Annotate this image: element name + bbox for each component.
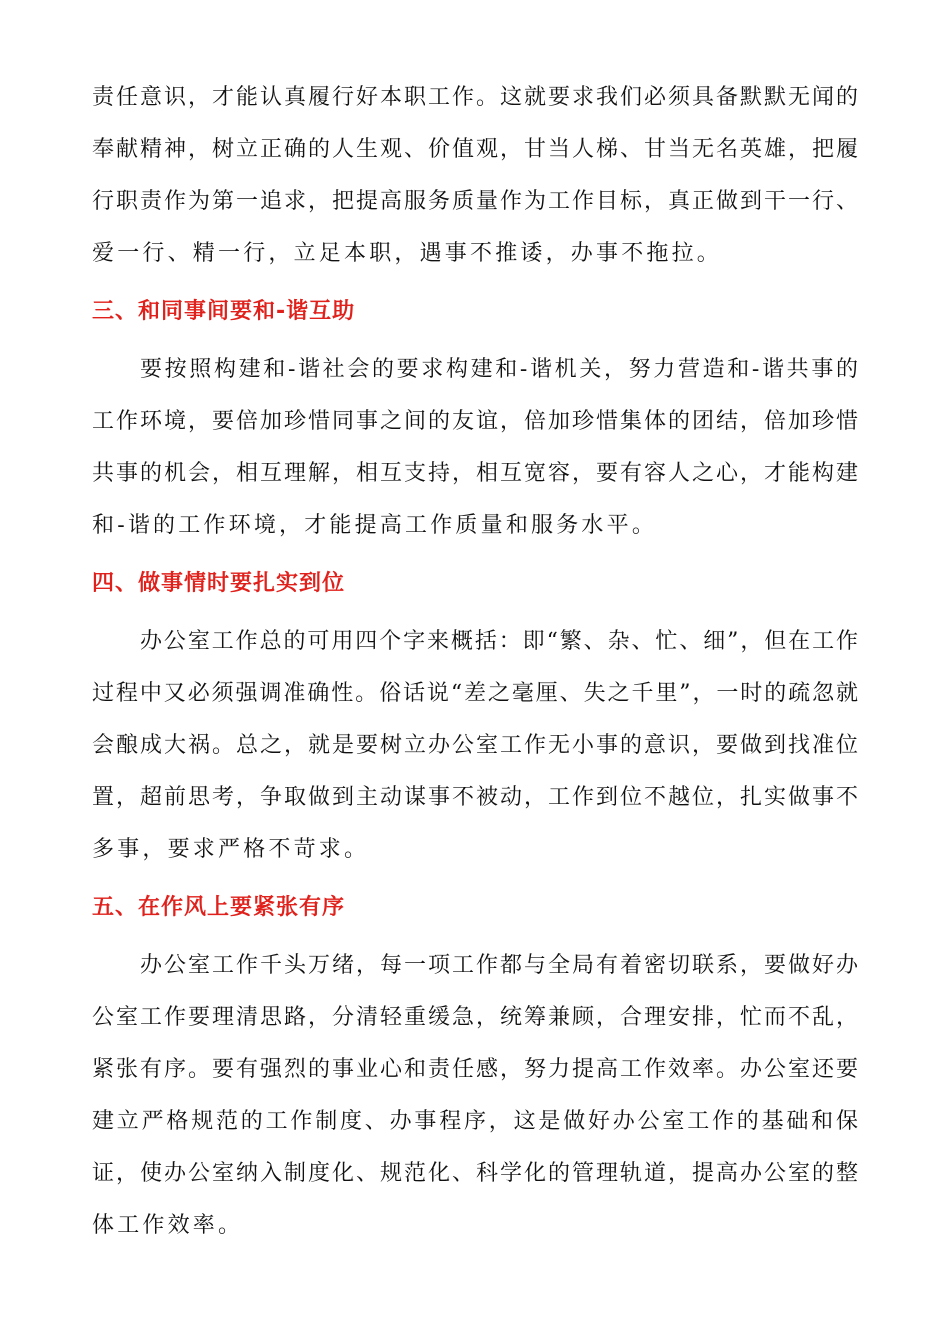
text-line: 置，超前思考，争取做到主动谋事不被动，工作到位不越位，扎实做事不 xyxy=(92,785,858,810)
section-heading: 三、和同事间要和-谐互助 xyxy=(92,299,356,324)
text-line: 责任意识，才能认真履行好本职工作。这就要求我们必须具备默默无闻的 xyxy=(92,85,858,110)
text-line: 过程中又必须强调准确性。俗话说“差之毫厘、失之千里”，一时的疏忽就 xyxy=(92,681,858,706)
text-line: 行职责作为第一追求，把提高服务质量作为工作目标，真正做到干一行、 xyxy=(92,189,858,214)
text-line: 建立严格规范的工作制度、办事程序，这是做好办公室工作的基础和保 xyxy=(92,1109,858,1134)
section-heading: 五、在作风上要紧张有序 xyxy=(92,895,346,920)
section-body xyxy=(92,616,858,876)
section-body xyxy=(92,940,858,1252)
text-line: 体工作效率。 xyxy=(92,1213,244,1238)
text-line: 紧张有序。要有强烈的事业心和责任感，努力提高工作效率。办公室还要 xyxy=(92,1057,858,1082)
text-line: 办公室工作千头万绪，每一项工作都与全局有着密切联系，要做好办 xyxy=(140,953,858,978)
text-line: 会酿成大祸。总之，就是要树立办公室工作无小事的意识，要做到找准位 xyxy=(92,733,858,758)
text-line: 证，使办公室纳入制度化、规范化、科学化的管理轨道，提高办公室的整 xyxy=(92,1161,858,1186)
text-line: 和-谐的工作环境，才能提高工作质量和服务水平。 xyxy=(92,513,658,538)
section-body xyxy=(92,344,858,552)
section-heading: 四、做事情时要扎实到位 xyxy=(92,571,346,596)
paragraph-continued xyxy=(92,72,858,280)
text-line: 公室工作要理清思路，分清轻重缓急，统筹兼顾，合理安排，忙而不乱， xyxy=(92,1005,858,1030)
text-line: 爱一行、精一行，立足本职，遇事不推诿，办事不拖拉。 xyxy=(92,241,723,266)
text-line: 工作环境，要倍加珍惜同事之间的友谊，倍加珍惜集体的团结，倍加珍惜 xyxy=(92,409,858,434)
text-line: 办公室工作总的可用四个字来概括：即“繁、杂、忙、细”，但在工作 xyxy=(140,629,858,654)
text-line: 共事的机会，相互理解，相互支持，相互宽容，要有容人之心，才能构建 xyxy=(92,461,858,486)
document-page xyxy=(92,72,858,1252)
text-line: 多事，要求严格不苛求。 xyxy=(92,837,370,862)
text-line: 要按照构建和-谐社会的要求构建和-谐机关，努力营造和-谐共事的 xyxy=(140,357,858,382)
text-line: 奉献精神，树立正确的人生观、价值观，甘当人梯、甘当无名英雄，把履 xyxy=(92,137,858,162)
